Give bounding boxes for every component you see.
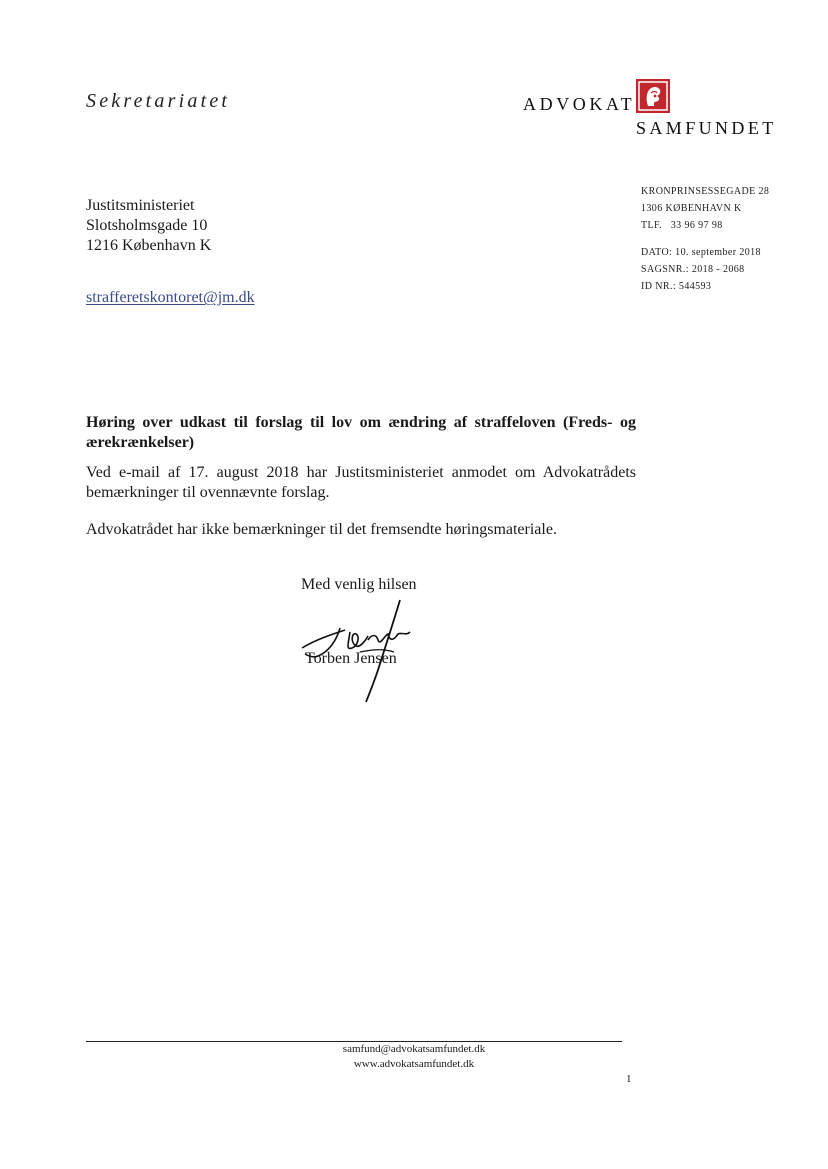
body-paragraph-2: Advokatrådet har ikke bemærkninger til det fremsendte høringsmateriale. bbox=[86, 521, 557, 538]
letter-date: DATO: 10. september 2018 bbox=[641, 247, 761, 258]
recipient-email-link[interactable]: strafferetskontoret@jm.dk bbox=[86, 289, 255, 306]
footer-divider bbox=[86, 1041, 622, 1042]
logo-text-advokat: ADVOKAT bbox=[523, 94, 636, 114]
body-paragraph-1: Ved e-mail af 17. august 2018 har Justitsministeriet anmodet om Advokatrådets bemærkninger til ovennævnte forslag. bbox=[86, 464, 636, 501]
case-number: SAGSNR.: 2018 - 2068 bbox=[641, 264, 745, 275]
page-number: 1 bbox=[626, 1073, 632, 1085]
department-title: Sekretariatet bbox=[86, 90, 231, 112]
closing-greeting: Med venlig hilsen bbox=[301, 576, 417, 593]
sender-city: 1306 KØBENHAVN K bbox=[641, 203, 742, 214]
sender-info bbox=[641, 183, 769, 295]
footer-website: www.advokatsamfundet.dk bbox=[353, 1058, 475, 1070]
sender-street: KRONPRINSESSEGADE 28 bbox=[641, 186, 770, 197]
advokatsamfundet-logo-icon bbox=[636, 79, 670, 113]
letter-subject: Høring over udkast til forslag til lov om ændring af straffeloven (Freds- og ærekrænkelser) bbox=[86, 414, 636, 451]
signer-name: Torben Jensen bbox=[305, 650, 397, 667]
sender-phone: TLF. 33 96 97 98 bbox=[641, 220, 723, 231]
recipient-street: Slotsholmsgade 10 bbox=[86, 217, 208, 234]
handwritten-signature bbox=[290, 590, 430, 710]
recipient-city: 1216 København K bbox=[86, 237, 212, 254]
footer-email: samfund@advokatsamfundet.dk bbox=[342, 1043, 486, 1055]
recipient-name: Justitsministeriet bbox=[86, 197, 195, 214]
logo-text-samfundet: SAMFUNDET bbox=[636, 118, 777, 138]
id-number: ID NR.: 544593 bbox=[641, 281, 712, 292]
recipient-address bbox=[86, 196, 211, 256]
